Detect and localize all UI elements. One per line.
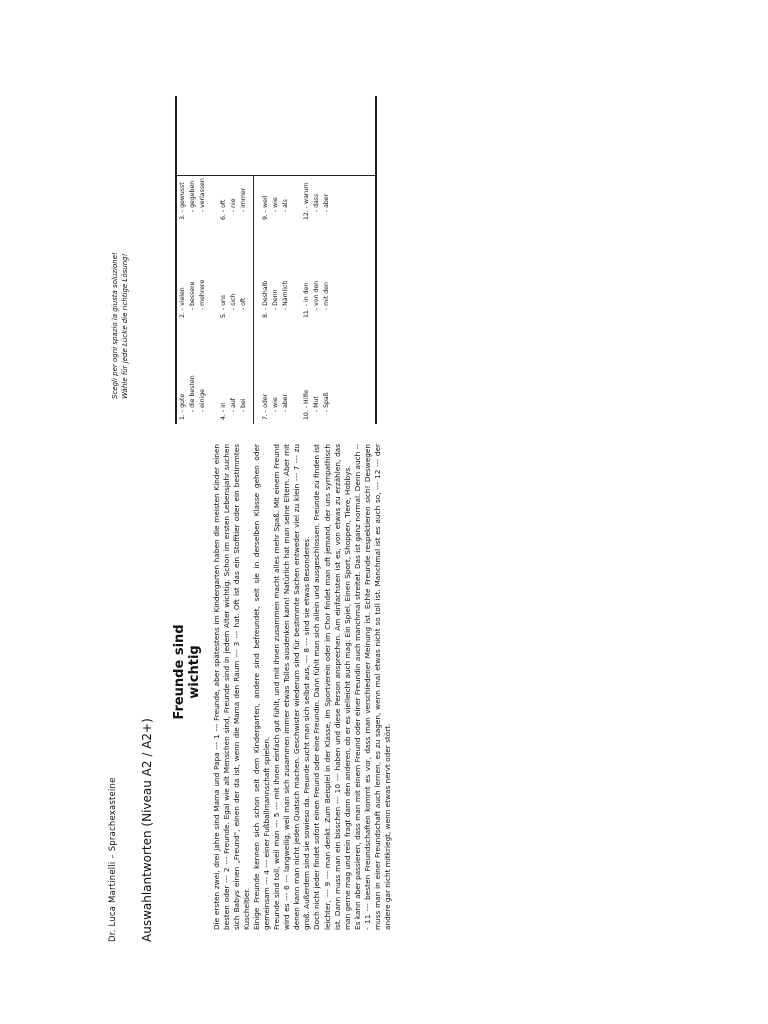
cloze-text [212, 444, 393, 930]
option-choice: oder [262, 393, 269, 408]
option-choice: einige [199, 389, 206, 408]
option-choice: wie [272, 197, 279, 208]
option-choice: mit den [323, 282, 330, 306]
option-choice: bessere [189, 281, 196, 306]
option-group: 6. - oft - nie - immer [220, 187, 247, 220]
option-choice: gute [179, 393, 186, 408]
option-choice: in [220, 402, 227, 408]
option-choice: Deshalb [262, 280, 269, 306]
option-choice: Mut [313, 396, 320, 408]
option-group: 5. - uns - sich - oft [220, 293, 247, 318]
option-group: 10. - Hilfe - Mut - Spaß [303, 389, 330, 420]
option-choice: als [282, 199, 289, 208]
option-choice: immer [240, 187, 247, 208]
option-number: 7. [262, 414, 269, 420]
option-choice: aber [323, 193, 330, 208]
table-rule [175, 175, 375, 176]
option-number: 1. [179, 414, 186, 420]
option-choice: Hilfe [303, 389, 310, 404]
option-choice: nie [230, 198, 237, 208]
instruction-german: Wähle für jede Lücke die richtige Lösung! [121, 253, 129, 399]
instruction-italian: Scegli per ogni spazio la giusta soluzione! [111, 252, 119, 399]
option-number: 8. [262, 312, 269, 318]
option-choice: verlassen [199, 178, 206, 208]
option-number: 2. [179, 312, 186, 318]
option-choice: Denn [272, 289, 279, 306]
option-choice: Nämlich [282, 280, 289, 306]
option-choice: bei [240, 398, 247, 408]
option-choice: mehrere [199, 279, 206, 306]
option-group: 12. - warum - dass - aber [303, 182, 330, 220]
option-choice: die besten [189, 375, 196, 408]
paragraph: Es kann aber passieren, dass man mit einem Freund oder einer Freundin auch manchmal streitet. Das ist ganz normal. Denn auch --- 11 --- besten Freundschaften kommt es vor, dass man verschiedener Meinung ist. Echte Freunde respektieren sich! Deswegen muss man in einer Freundschaft auch lernen, es zu sagen, wenn mal etwas nicht so toll ist. Manchmal ist es auch so, --- 12 --- der andere gar nicht mitkriegt, wenn etwas nervt oder stört. [352, 444, 392, 930]
option-number: 12. [303, 210, 310, 220]
paragraph: Doch nicht jeder findet sofort einen Freund oder eine Freundin. Dann fühlt man sich allein und ausgeschlossen. Freunde zu finden ist leichter, --- 9 --- man denkt. Zum Beispiel in der Klasse, im Sportverein oder im Chor findet man oft jemand, der uns sympathisch ist. Dann muss man ein bisschen --- 10 --- haben und diese Person ansprechen. Am einfachsten ist es, von etwas zu erzählen, das man gerne mag und rein fragt dann den anderen, ob er es vielleicht auch mag: Ein Spiel, Einen Sport, Shoppen, Tiere, Hobbys. [312, 444, 352, 930]
table-rule [375, 96, 377, 424]
option-group: 9. - weil - wie - als [262, 195, 289, 220]
instructions [110, 252, 130, 399]
option-number: 3. [179, 214, 186, 220]
option-number: 6. [220, 214, 227, 220]
option-number: 4. [220, 414, 227, 420]
option-group: 7. - oder - wie - aber [262, 393, 289, 420]
paragraph: Einige Freunde kennen sich schon seit dem Kindergarten, andere sind befreundet, seit sie in derselben Klasse gehen oder gemeinsam --- 4 --- einer Fußballmannschaft spielen. [252, 444, 272, 930]
paragraph: Freunde sind toll, weil man --- 5 --- mit ihnen einfach gut fühlt, und mit ihnen zusammen macht alles mehr Spaß. Mit einem Freund wird es --- 6 --- langweilig, weil man sich zusammen immer etwas Tolles ausdenken kann! Natürlich hat man seine Eltern. Aber mit denen kann man nicht jeden Quatsch machen. Geschwister wiederum sind für bestimmte Sachen entweder viel zu klein --- 7 --- zu groß. Außerdem sind sie sowieso da. Freunde sucht man sich selbst aus, --- 8 --- sind sie etwas Besonderes. [272, 444, 312, 930]
option-group: 3. - gewusst - gegeben - verlassen [179, 178, 206, 220]
option-choice: auf [230, 398, 237, 408]
table-rule [253, 176, 254, 424]
paragraph: Die ersten zwei, drei Jahre sind Mama und Papa --- 1 --- Freunde, aber spätestens im Kindergarten haben die meisten Kinder einen besten oder --- 2 --- Freunde. Egal wie alt Menschen sind, Freunde sind in jedem Alter wichtig. Schon im ersten Lebensjahr suchen sich Babys einen „Freund", einen der da ist, wenn die Mama den Raum --- 3 --- hat. Oft ist das ein Stofftier oder ein bestimmtes Kuscheltier. [212, 444, 252, 930]
option-choice: in den [303, 282, 310, 302]
option-group: 8. - Deshalb - Denn - Nämlich [262, 280, 289, 318]
option-number: 9. [262, 214, 269, 220]
option-choice: sich [230, 293, 237, 306]
option-choice: gegeben [189, 180, 196, 208]
option-choice: wie [272, 397, 279, 408]
option-choice: von den [313, 280, 320, 306]
option-number: 11. [303, 308, 310, 318]
option-choice: aber [282, 393, 289, 408]
text-title: Freunde sind wichtig [172, 624, 202, 720]
option-group: 1. - gute - die besten - einige [179, 375, 206, 420]
option-number: 5. [220, 312, 227, 318]
level-heading: Auswahlantworten (Niveau A2 / A2+) [140, 718, 154, 942]
option-choice: oft [220, 199, 227, 208]
option-group: 4. - in - auf - bei [220, 398, 247, 420]
option-choice: gewusst [179, 182, 186, 208]
option-number: 10. [303, 410, 310, 420]
author-line: Dr. Luca Martinelli – Sprachexasteine [108, 777, 118, 942]
option-choice: vielen [179, 287, 186, 306]
option-choice: dass [313, 193, 320, 208]
options-table [175, 96, 376, 424]
option-choice: uns [220, 294, 227, 306]
option-choice: weil [262, 195, 269, 208]
option-choice: warum [303, 182, 310, 204]
option-group: 2. - vielen - bessere - mehrere [179, 279, 206, 318]
option-group: 11. - in den - von den - mit den [303, 280, 330, 318]
table-rule [175, 96, 177, 424]
option-choice: oft [240, 297, 247, 306]
option-choice: Spaß [323, 392, 330, 408]
